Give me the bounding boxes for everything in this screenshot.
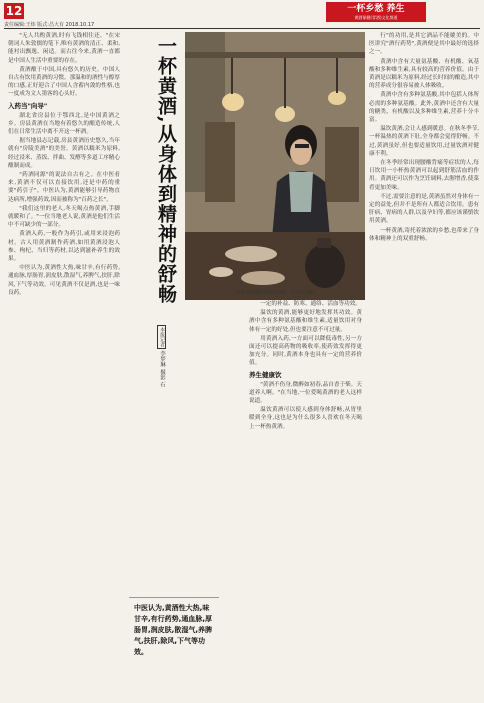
paragraph: 中医认为,黄酒性大热,味甘辛,有行药势,通血脉,厚肠胃,润皮肤,散湿气,养脾气,扶肝,除风,下气等功效。可见黄酒不仅是酒,也是一味良药。 <box>8 265 120 296</box>
pull-quote: 中医认为,黄酒性大热,味甘辛,有行药势,通血脉,厚肠胃,润皮肤,散湿气,养脾气,扶肝,除风,下气等功效。 <box>134 604 212 656</box>
pull-quote-rule <box>129 597 219 598</box>
paragraph: 黄酒入药,一般作为药引,或用来浸泡药材。古人用黄酒制作药酒,如用黄酒浸泡人参、枸杞、当归等药材,以达到滋补养生的效果。 <box>8 231 120 263</box>
section-heading: 入药当"向导" <box>8 101 48 110</box>
paragraph: 黄酒中含有多种氨基酸,其中包括人体所必需的多种氨基酸。此外,黄酒中还含有大量的糖类、有机酸以及多种维生素,营养十分丰富。 <box>369 92 479 124</box>
paragraph: 黄酒酿于中国,具有悠久的历史。中国人自古有饮用黄酒的习惯。那温和的酒性与醇厚的口感,正好迎合了中国人含蓄内敛的性格,也一度成为文人墨客的心头好。 <box>8 66 120 98</box>
byline <box>130 325 166 445</box>
section-heading: 养生健康饮 <box>249 370 282 379</box>
article-column-2 <box>249 300 362 700</box>
paragraph: "我们这里的老人,冬天喝点热黄酒,手脚就暖和了。"一位当地老人说,黄酒是他们生活中不可缺少的一部分。 <box>8 205 120 229</box>
paragraph: 温饮黄酒,会让人感到暖意。在秋冬季节,一杯温热的黄酒下肚,全身都会觉得舒畅。不过,黄酒虽好,但也要适量饮用,过量饮酒对健康不利。 <box>369 126 479 157</box>
byline-reporter: 李梦琳 <box>159 350 165 368</box>
page-header <box>0 0 484 28</box>
paragraph: 温饮的黄酒,能够更好地发挥其功效。黄酒中含有多种氨基酸和维生素,适量饮用对身体有一定的好处,但也要注意不可过量。 <box>249 310 362 333</box>
article-column-1 <box>8 32 120 700</box>
editor-meta-line: 责任编辑:王炜 版式:昌大有 2018.10.17 <box>4 22 95 28</box>
article-column-3 <box>369 32 479 700</box>
photo-caption: 房县黄酒博物馆的黄酒馆。(卢昌渠/摄) <box>235 291 315 296</box>
paragraph: 用黄酒入药,一方面可以降低毒性,另一方面还可以提高药物的吸收率,使药效发挥得更加充分。同时,黄酒本身也具有一定的营养价值。 <box>249 335 362 367</box>
masthead-subtitle: 黄酒保健(青酒)文化频道 <box>354 15 398 20</box>
paragraph: 一杯黄酒,寄托着浓浓的乡愁,也带来了身体和精神上的双重舒畅。 <box>369 227 479 242</box>
paragraph: 黄酒中含有大量氨基酸、有机酸、氧基酸和多种维生素,具有较高的营养价值。由于黄酒是以糯米为原料,经过长时间的酿造,其中的营养成分很容易被人体吸收。 <box>369 58 479 90</box>
byline-photographer: 摄影 石 <box>159 369 165 388</box>
masthead-title: 一杯乡愁 养生 <box>347 4 405 14</box>
paragraph: "无人共酌黄酒,时有飞钱相往还。"在宋朝词人朱敦儒的笔下,唯有黄酒的清正、柔和,能衬出飘逸、闲适。而古往今来,黄酒一直都是中国人生活中重要的存在。 <box>8 33 120 64</box>
photo-illustration <box>185 32 365 300</box>
byline-label: 本报记者 <box>159 327 165 347</box>
paragraph: 据当地县志记载,房县黄酒历史悠久,当年就有"房陵美酒"的美誉。黄酒以糯米为原料,经过浸米、蒸饭、拌曲、发酵等多道工序精心酿制而成。 <box>8 138 120 169</box>
paragraph: 在冬季经常出现腰酸背痛等症状的人,每日饮用一小杯热黄酒可以起到舒筋活血的作用。黄酒还可以作为烹饪调料,去腥增香,使菜肴更加美味。 <box>369 160 479 191</box>
paragraph: "药酒同源"的说法自古有之。在中医看来,黄酒不仅可以直接饮用,还是中药的重要"药引子"。中医认为,黄酒能够引导药物直达病所,增强药效,因而被称为"百药之长"。 <box>8 172 120 203</box>
article-photo <box>185 32 365 300</box>
article-headline: 一杯黄酒,从身体到精神的舒畅 <box>155 36 177 304</box>
paragraph: 一定的补益、防寒、通络、活血等功效。 <box>260 301 361 307</box>
paragraph: "黄酒不伤身,微醉如初春,品自香于柴。天道养人啊。"在当地,一位爱喝黄酒的老人这样说道。 <box>249 381 362 405</box>
header-rule <box>4 28 480 29</box>
page-number: 12 <box>5 4 23 18</box>
paragraph: 温饮黄酒可以使人感到身体舒畅,从胃里暖到全身,这也是为什么很多人喜欢在冬天喝上一杯热黄酒。 <box>249 407 362 430</box>
paragraph: 湖北省房县位于鄂西北,是中国黄酒之乡。房县黄酒在当地有着悠久的酿造传统,人们在日常生活中离不开这一杯酒。 <box>8 112 120 136</box>
paragraph: 行"的功用,是其它酒品不能媲美的。中医讲究"酒行药势",黄酒便是其中最好的选择之一。 <box>369 33 479 56</box>
paragraph: 不过,需要注意的是,黄酒虽然对身体有一定的益处,但并不是所有人都适合饮用。患有肝病、胃病的人群,以及孕妇等,都应该谨慎饮用黄酒。 <box>369 193 479 225</box>
section-masthead <box>326 2 426 22</box>
